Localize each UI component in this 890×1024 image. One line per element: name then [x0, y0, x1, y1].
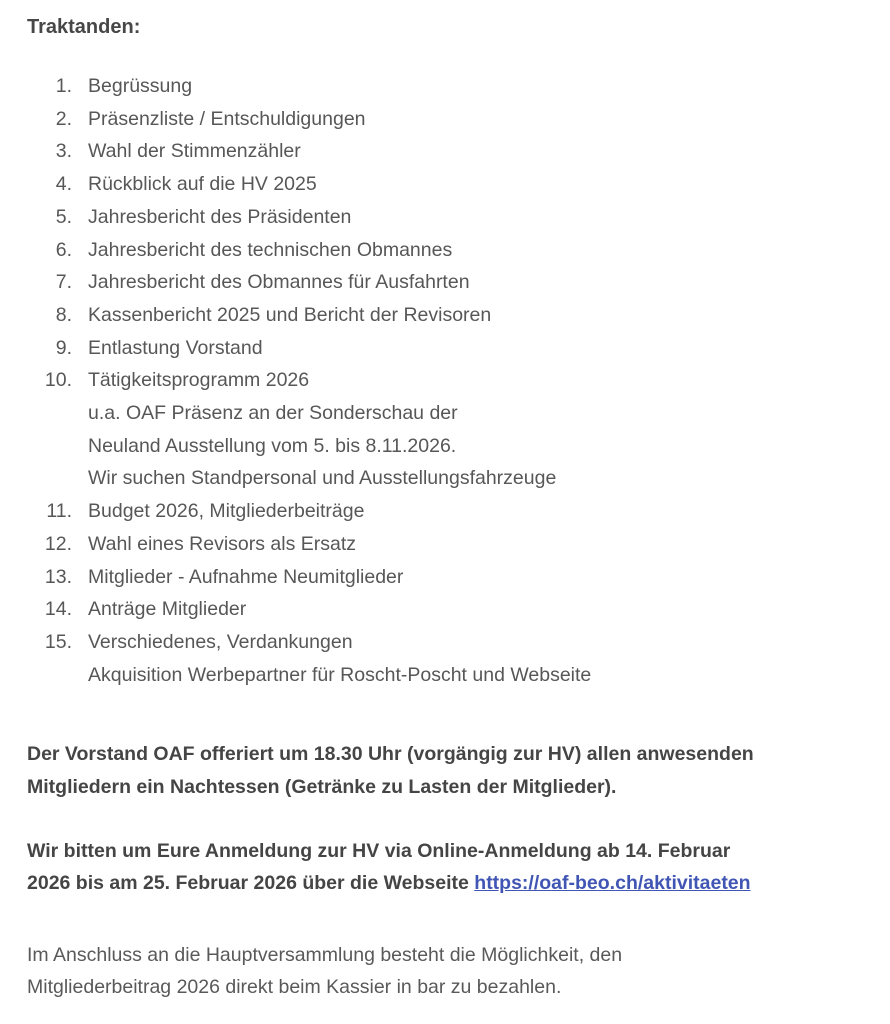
agenda-item-text — [88, 495, 364, 528]
agenda-item — [27, 593, 863, 626]
agenda-item — [27, 332, 863, 365]
agenda-item-text — [88, 364, 556, 495]
agenda-item-number: 11. — [46, 500, 72, 523]
agenda-item-text — [88, 299, 491, 332]
agenda-item-number: 1. — [55, 75, 72, 97]
agenda-item-text — [88, 528, 356, 561]
agenda-item — [27, 364, 863, 495]
agenda-item-number: 5. — [55, 205, 72, 228]
agenda-item-line: Jahresbericht des Präsidenten — [88, 205, 352, 228]
agenda-item — [27, 168, 863, 201]
agenda-item — [27, 234, 863, 267]
agenda-item — [27, 626, 863, 691]
agenda-item-line: Wahl der Stimmenzähler — [88, 140, 301, 163]
agenda-item-line: Neuland Ausstellung vom 5. bis 8.11.2026. — [88, 434, 457, 457]
agenda-item-line: u.a. OAF Präsenz an der Sonderschau der — [88, 402, 458, 425]
agenda-item-line: Jahresbericht des Obmannes für Ausfahrten — [88, 271, 470, 294]
payment-note-line: Mitgliederbeitrag 2026 direkt beim Kassier in bar zu bezahlen. — [27, 976, 562, 999]
agenda-item-line: Entlastung Vorstand — [88, 336, 263, 359]
agenda-item-text — [88, 168, 317, 201]
agenda-item-number: 9. — [55, 336, 72, 359]
agenda-item — [27, 561, 863, 594]
agenda-item-line: Verschiedenes, Verdankungen — [88, 630, 353, 653]
agenda-item — [27, 528, 863, 561]
agenda-item-text — [88, 561, 403, 594]
agenda-item-text — [88, 593, 246, 626]
agenda-item-text — [88, 70, 192, 103]
agenda-item-number: 3. — [55, 140, 72, 163]
agenda-item — [27, 103, 863, 136]
agenda-item-line: Akquisition Werbepartner für Roscht-Poscht und Webseite — [88, 663, 592, 686]
agenda-item-line: Budget 2026, Mitgliederbeiträge — [88, 500, 365, 523]
payment-note-line: Im Anschluss an die Hauptversammlung besteht die Möglichkeit, den — [27, 943, 623, 966]
activities-link[interactable]: https://oaf-beo.ch/aktivitaeten — [474, 872, 751, 895]
agenda-item-line: Mitglieder - Aufnahme Neumitglieder — [88, 565, 404, 588]
agenda-item-number: 4. — [55, 173, 72, 196]
agenda-item-text — [88, 103, 366, 136]
agenda-item-number: 8. — [55, 303, 72, 326]
agenda-item-text — [88, 201, 351, 234]
agenda-item-number: 15. — [44, 630, 72, 653]
payment-note — [27, 939, 863, 1004]
agenda-item-text — [88, 266, 470, 299]
agenda-item-line: Anträge Mitglieder — [88, 598, 247, 621]
agenda-item-line: Tätigkeitsprogramm 2026 — [88, 369, 310, 392]
agenda-item-line: Wahl eines Revisors als Ersatz — [88, 532, 357, 555]
dinner-note-line: Der Vorstand OAF offeriert um 18.30 Uhr (vorgängig zur HV) allen anwesenden — [27, 743, 754, 766]
dinner-note — [27, 738, 863, 803]
dinner-note-line: Mitgliedern ein Nachtessen (Getränke zu Lasten der Mitglieder). — [27, 775, 617, 798]
agenda-item — [27, 135, 863, 168]
registration-note-text: 2026 bis am 25. Februar 2026 über die Webseite — [27, 872, 475, 895]
agenda-item — [27, 495, 863, 528]
agenda-item-line: Rückblick auf die HV 2025 — [88, 173, 317, 196]
agenda-item-number: 2. — [55, 107, 72, 130]
agenda-item-text — [88, 626, 591, 691]
agenda-item-number: 12. — [44, 532, 72, 555]
agenda-list — [27, 70, 863, 691]
agenda-item-line: Jahresbericht des technischen Obmannes — [88, 238, 453, 261]
agenda-item-text — [88, 135, 301, 168]
agenda-item — [27, 266, 863, 299]
agenda-item-text — [88, 234, 452, 267]
page-title: Traktanden: — [27, 16, 141, 38]
agenda-item-line: Begrüssung — [88, 75, 193, 97]
registration-note — [27, 835, 863, 900]
agenda-item-line: Kassenbericht 2025 und Bericht der Revisoren — [88, 303, 492, 326]
agenda-item-number: 13. — [44, 565, 72, 588]
agenda-item-number: 14. — [44, 598, 72, 621]
agenda-item — [27, 201, 863, 234]
agenda-item — [27, 299, 863, 332]
agenda-item-number: 6. — [55, 238, 72, 261]
agenda-item-number: 7. — [55, 271, 72, 294]
agenda-item-number: 10. — [44, 369, 72, 392]
agenda-item — [27, 70, 863, 103]
agenda-item-text — [88, 332, 263, 365]
registration-note-line: Wir bitten um Eure Anmeldung zur HV via Online-Anmeldung ab 14. Februar — [27, 839, 731, 862]
agenda-item-line: Wir suchen Standpersonal und Ausstellungsfahrzeuge — [88, 467, 557, 490]
agenda-item-line: Präsenzliste / Entschuldigungen — [88, 107, 366, 130]
registration-note-line — [27, 867, 863, 900]
